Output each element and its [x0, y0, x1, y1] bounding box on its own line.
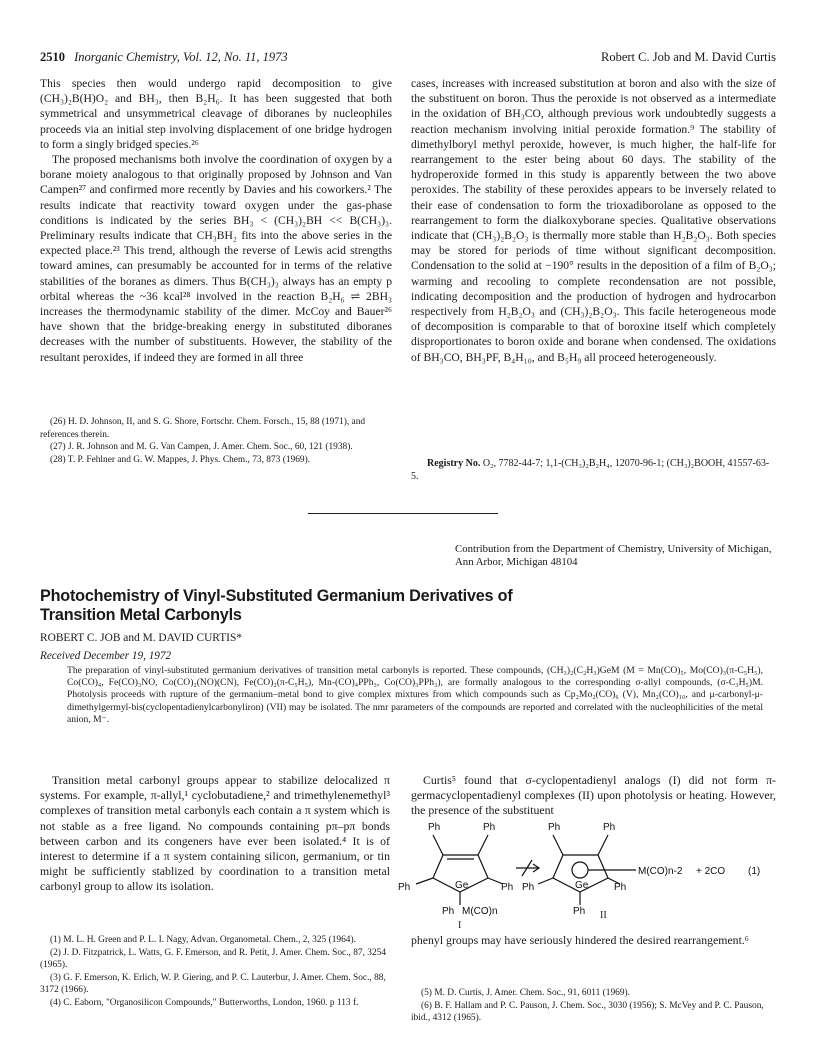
ph-label: Ph: [573, 906, 586, 917]
ph-label: Ph: [483, 822, 496, 833]
article-right-footnotes: [411, 987, 776, 1025]
compound-label-ii: II: [600, 910, 607, 921]
compound-label-i: I: [458, 920, 462, 931]
ph-label: Ph: [614, 882, 627, 893]
article-right-column-top: [411, 773, 776, 819]
mco-n2-label: M(CO)n-2: [638, 866, 683, 877]
ge-label: Ge: [575, 880, 589, 891]
registry-text: O₂, 7782-44-7; 1,1-(CH₃)₂B₂H₄, 12070-96-1; (CH₃)₂BOOH, 41557-63-5.: [411, 458, 770, 482]
footnote: (26) H. D. Johnson, II, and S. G. Shore, Fortschr. Chem. Forsch., 15, 88 (1971), and references therein.: [40, 417, 366, 440]
article-right-column-bottom: [411, 933, 776, 948]
footnote: (4) C. Eaborn, "Organosilicon Compounds," Butterworths, London, 1960. p 113 f.: [50, 997, 359, 1008]
affiliation: Contribution from the Department of Chemistry, University of Michigan, Ann Arbor, Michigan 48104: [455, 543, 772, 568]
ph-label: Ph: [548, 822, 561, 833]
mco-n-label: M(CO)n: [462, 906, 498, 917]
ph-label: Ph: [428, 822, 441, 833]
footnote: (5) M. D. Curtis, J. Amer. Chem. Soc., 91, 6011 (1969).: [421, 988, 631, 998]
equation-number: (1): [748, 866, 761, 877]
paragraph: The proposed mechanisms both involve the coordination of oxygen by a borane moiety analogous to that originally proposed by Johnson and Van Campen²⁷ and confirmed more recently by Davies and his coworkers.² The results indicate that reactivity toward oxygen under the gas-phase conditions is indicated by the series BH₃ < (CH₃)₂BH << B(CH₃)₃. Preliminary results indicate that CH₃BH₂ fits into the above series in the expected place.²³ This trend, although the reverse of Lewis acid strengths toward amines, can presumably be accounted for in terms of the relative stabilities of the boranes as dimers. Thus B(CH₃)₃ always has an empty p orbital whereas the ~36 kcal²⁸ involved in the reaction B₂H₆ ⇌ 2BH₃ increases the thermodynamic stability of the dimer. McCoy and Bauer²⁶ have shown that the bridge-breaking energy in substituted diboranes decreases with the number of substituents. However, the stability of the resultant peroxides, if indeed they are formed in all three: [40, 153, 392, 364]
footnote: (6) B. F. Hallam and P. C. Pauson, J. Chem. Soc., 3030 (1956); S. McVey and P. C. Pauson, ibid., 4312 (1965).: [411, 1000, 764, 1024]
abstract: The preparation of vinyl-substituted germanium derivatives of transition metal carbonyls is reported. These compounds, (CH₃)₂(C₂H₃)GeM (M = Mn(CO)₅, Mo(CO)₃(π-C₅H₅), Co(CO)₄, Fe(CO)₃NO, Co(CO)₂(NO)(CN), Fe(CO)₂(π-C₅H₅), Mn-(CO)₄PPh₃, Co(CO)₃PPh₃), are formally analogous to the corresponding σ-allyl compounds, (σ-C₃H₅)M. Photolysis proceeds with rupture of the germanium–metal bond to give complex mixtures from which compounds such as Cp₂Mo₂(CO)₆ (V), Mn₂(CO)₁₀, and μ-carbonyl-μ-dimethylgermyl-bis(cyclopentadienylcarbonyliron) (VII) may be isolated. The nmr parameters of the compounds are reported and correlated with the nucleophilicities of the metal anion, M⁻.: [67, 665, 763, 725]
prev-left-footnotes: [40, 416, 392, 466]
article-left-footnotes: [40, 934, 390, 1010]
article-left-column: [40, 773, 390, 895]
paragraph: cases, increases with increased substitution at boron and also with the size of the substituent on boron. Thus the peroxide is not observed as a intermediate in the oxidation of BH₃CO, although previous work undoubtedly suggests a reaction mechanism involving initial peroxide formation.⁹ The stability of dimethylboryl methyl peroxide, however, is much higher, the half-life for rearrangement to the ester being about 60 days. The stability of the hydroperoxide formed in this study is apparently between the two above peroxides. The stability of these peroxides appears to be inversely related to their ease of condensation to form the trioxadiborolane as opposed to the rearrangement to form the dialkoxyborane species. Qualitative observations indicate that (CH₃)₂B₂O₃ is thermally more stable than H₂B₂O₃. Both species may be stored for periods of time without significant decomposition. Condensation to the solid at −190° results in the deposition of a film of B₂O₃; warming and recooling to complete recondensation are not possible, indicating decomposition and the production of hydrogen and hydrocarbon respectively from H₂B₂O₃ and (CH₃)₂B₂O₃. This facile heterogeneous mode of decomposition is comparable to that of boroxine itself which completely disproportionates to boron oxide and borane when condensed. The oxidations of BH₃CO, BH₃PF, B₄H₁₀, and B₅H₉ all proceed heterogeneously.: [411, 77, 776, 364]
ge-label: Ge: [455, 880, 469, 891]
received-date: Received December 19, 1972: [40, 650, 172, 662]
paragraph: This species then would undergo rapid decomposition to give (CH₃)₂B(H)O₂ and BH₃, then B₂H₆. It has been suggested that both symmetrical and unsymmetrical cleavage of diboranes by nucleophiles proceeds via an initial step involving displacement of one bridge hydrogen to form a singly bridged species.²⁶: [40, 77, 392, 151]
page-number: 2510: [40, 50, 65, 64]
footnote: (27) J. R. Johnson and M. G. Van Campen, J. Amer. Chem. Soc., 60, 121 (1938).: [50, 442, 353, 453]
footnote: (3) G. F. Emerson, K. Erlich, W. P. Giering, and P. C. Lauterbur, J. Amer. Chem. Soc., 88, 3172 (1966).: [40, 972, 386, 996]
journal-citation: Inorganic Chemistry, Vol. 12, No. 11, 1973: [74, 50, 288, 64]
reaction-scheme: [398, 820, 778, 920]
registry-label: Registry No.: [427, 458, 481, 469]
footnote: (28) T. P. Fehlner and G. W. Mappes, J. Phys. Chem., 73, 873 (1969).: [50, 454, 311, 465]
paragraph: Transition metal carbonyl groups appear to stabilize delocalized π systems. For example, π-allyl,¹ cyclobutadiene,² and trimethylenemethyl³ complexes of transition metal carbonyls each contain a π system which is not stable as a free ligand. No compounds containing pπ–pπ bonds between carbon and its congeners have ever been isolated.⁴ It is of interest to determine if a π system containing silicon, germanium, or tin might be sufficiently stablized by coordination to a transition metal carbonyl group to allow its isolation.: [40, 773, 390, 894]
prev-left-column: [40, 76, 392, 365]
plus-co-label: + 2CO: [696, 866, 726, 877]
article-title: Photochemistry of Vinyl-Substituted Germanium Derivatives of Transition Metal Carbonyls: [40, 587, 513, 624]
page-header-left: [40, 50, 288, 65]
ph-label: Ph: [603, 822, 616, 833]
page-header-authors: Robert C. Job and M. David Curtis: [601, 50, 776, 64]
registry-numbers: [411, 458, 776, 483]
ph-label: Ph: [501, 882, 514, 893]
article-authors: ROBERT C. JOB and M. DAVID CURTIS*: [40, 632, 242, 644]
article-divider: [308, 513, 498, 514]
ph-label: Ph: [522, 882, 535, 893]
paragraph: phenyl groups may have seriously hindered the desired rearrangement.⁶: [411, 933, 749, 947]
prev-right-column: [411, 76, 776, 365]
footnote: (2) J. D. Fitzpatrick, L. Watts, G. F. Emerson, and R. Petit, J. Amer. Chem. Soc., 87, 3254 (1965).: [40, 947, 387, 971]
ph-label: Ph: [442, 906, 455, 917]
paragraph: Curtis⁵ found that σ-cyclopentadienyl analogs (I) did not form π-germacyclopentadienyl complexes (II) upon photolysis or heating. However, the presence of the substituent: [411, 773, 776, 818]
ph-label: Ph: [398, 882, 411, 893]
footnote: (1) M. L. H. Green and P. L. I. Nagy, Advan. Organometal. Chem., 2, 325 (1964).: [50, 935, 356, 945]
